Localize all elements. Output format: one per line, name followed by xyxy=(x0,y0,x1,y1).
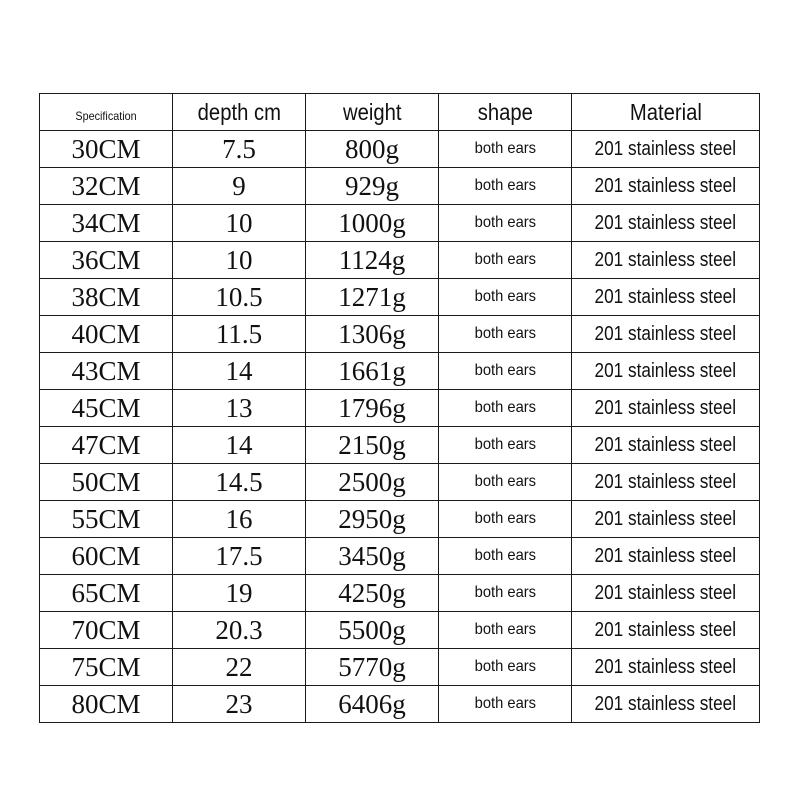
shape-cell-text: both ears xyxy=(474,399,536,416)
specification-cell-text: 50CM xyxy=(71,466,141,497)
material-cell-text: 201 stainless steel xyxy=(594,396,737,419)
depth-cell xyxy=(173,390,306,427)
shape-cell xyxy=(439,464,572,501)
shape-cell xyxy=(439,390,572,427)
material-cell xyxy=(572,575,760,612)
material-cell-text: 201 stainless steel xyxy=(594,433,737,456)
material-cell-text: 201 stainless steel xyxy=(594,285,737,308)
table-row xyxy=(40,279,760,316)
weight-cell-text: 1796g xyxy=(338,392,406,423)
depth-cell-text: 10 xyxy=(225,207,253,238)
table-row xyxy=(40,353,760,390)
material-cell xyxy=(572,464,760,501)
specification-cell xyxy=(40,168,173,205)
shape-cell xyxy=(439,168,572,205)
table-row xyxy=(40,575,760,612)
material-cell xyxy=(572,242,760,279)
header-weight xyxy=(306,94,439,131)
material-cell xyxy=(572,649,760,686)
material-cell-text: 201 stainless steel xyxy=(594,544,737,567)
depth-cell xyxy=(173,538,306,575)
header-shape xyxy=(439,94,572,131)
depth-cell-text: 10 xyxy=(225,244,253,275)
material-cell-text: 201 stainless steel xyxy=(594,581,737,604)
material-cell-text: 201 stainless steel xyxy=(594,174,737,197)
specification-cell-text: 36CM xyxy=(71,244,141,275)
specification-cell xyxy=(40,686,173,723)
depth-cell xyxy=(173,168,306,205)
weight-cell-text: 5500g xyxy=(338,614,406,645)
table-row xyxy=(40,316,760,353)
depth-cell-text: 7.5 xyxy=(222,133,256,164)
depth-cell-text: 23 xyxy=(225,688,253,719)
material-cell xyxy=(572,205,760,242)
weight-cell-text: 929g xyxy=(345,170,399,201)
shape-cell xyxy=(439,205,572,242)
shape-cell-text: both ears xyxy=(474,584,536,601)
shape-cell xyxy=(439,575,572,612)
material-cell xyxy=(572,686,760,723)
specification-cell xyxy=(40,538,173,575)
table-row xyxy=(40,464,760,501)
specification-cell-text: 80CM xyxy=(71,688,141,719)
depth-cell xyxy=(173,464,306,501)
material-cell xyxy=(572,279,760,316)
table-row xyxy=(40,427,760,464)
table-row xyxy=(40,131,760,168)
weight-cell-text: 3450g xyxy=(338,540,406,571)
material-cell-text: 201 stainless steel xyxy=(594,655,737,678)
weight-cell xyxy=(306,686,439,723)
shape-cell-text: both ears xyxy=(474,362,536,379)
depth-cell-text: 14 xyxy=(225,429,253,460)
material-cell xyxy=(572,168,760,205)
shape-cell-text: both ears xyxy=(474,288,536,305)
shape-cell xyxy=(439,538,572,575)
shape-cell xyxy=(439,242,572,279)
table-row xyxy=(40,649,760,686)
weight-cell xyxy=(306,649,439,686)
depth-cell xyxy=(173,316,306,353)
weight-cell-text: 1000g xyxy=(338,207,406,238)
table-row xyxy=(40,242,760,279)
table-row xyxy=(40,205,760,242)
weight-cell xyxy=(306,427,439,464)
depth-cell xyxy=(173,575,306,612)
specification-cell-text: 40CM xyxy=(71,318,141,349)
depth-cell xyxy=(173,501,306,538)
depth-cell-text: 10.5 xyxy=(215,281,263,312)
weight-cell xyxy=(306,279,439,316)
table-row xyxy=(40,501,760,538)
specification-cell xyxy=(40,242,173,279)
depth-cell-text: 11.5 xyxy=(215,318,263,349)
weight-cell-text: 2950g xyxy=(338,503,406,534)
header-specification xyxy=(40,94,173,131)
weight-cell-text: 800g xyxy=(345,133,399,164)
table-row xyxy=(40,390,760,427)
specification-cell-text: 75CM xyxy=(71,651,141,682)
specification-cell xyxy=(40,279,173,316)
header-label: shape xyxy=(477,98,533,125)
weight-cell xyxy=(306,205,439,242)
specification-cell-text: 34CM xyxy=(71,207,141,238)
shape-cell xyxy=(439,501,572,538)
header-label: Material xyxy=(629,98,702,125)
depth-cell-text: 16 xyxy=(225,503,253,534)
shape-cell-text: both ears xyxy=(474,695,536,712)
material-cell xyxy=(572,131,760,168)
material-cell xyxy=(572,427,760,464)
shape-cell-text: both ears xyxy=(474,621,536,638)
depth-cell-text: 22 xyxy=(225,651,253,682)
header-label: depth cm xyxy=(197,98,281,125)
shape-cell xyxy=(439,612,572,649)
specification-cell-text: 32CM xyxy=(71,170,141,201)
shape-cell xyxy=(439,353,572,390)
weight-cell xyxy=(306,612,439,649)
specification-cell xyxy=(40,649,173,686)
material-cell-text: 201 stainless steel xyxy=(594,470,737,493)
depth-cell xyxy=(173,279,306,316)
specification-cell xyxy=(40,501,173,538)
specification-table xyxy=(39,93,760,723)
specification-cell xyxy=(40,205,173,242)
shape-cell xyxy=(439,279,572,316)
specification-cell-text: 45CM xyxy=(71,392,141,423)
header-material xyxy=(572,94,760,131)
specification-cell xyxy=(40,612,173,649)
weight-cell xyxy=(306,353,439,390)
specification-cell xyxy=(40,131,173,168)
specification-cell xyxy=(40,390,173,427)
weight-cell-text: 1271g xyxy=(338,281,406,312)
material-cell xyxy=(572,390,760,427)
depth-cell xyxy=(173,427,306,464)
material-cell-text: 201 stainless steel xyxy=(594,137,737,160)
header-depth xyxy=(173,94,306,131)
depth-cell xyxy=(173,686,306,723)
specification-cell-text: 65CM xyxy=(71,577,141,608)
shape-cell-text: both ears xyxy=(474,658,536,675)
shape-cell-text: both ears xyxy=(474,214,536,231)
specification-cell xyxy=(40,464,173,501)
specification-cell-text: 30CM xyxy=(71,133,141,164)
weight-cell-text: 1124g xyxy=(338,244,406,275)
specification-cell-text: 60CM xyxy=(71,540,141,571)
specification-cell-text: 70CM xyxy=(71,614,141,645)
shape-cell xyxy=(439,131,572,168)
depth-cell-text: 14 xyxy=(225,355,253,386)
material-cell xyxy=(572,538,760,575)
depth-cell xyxy=(173,649,306,686)
shape-cell-text: both ears xyxy=(474,325,536,342)
depth-cell-text: 20.3 xyxy=(215,614,263,645)
depth-cell xyxy=(173,205,306,242)
table-row xyxy=(40,612,760,649)
depth-cell xyxy=(173,612,306,649)
weight-cell-text: 6406g xyxy=(338,688,406,719)
specification-cell-text: 38CM xyxy=(71,281,141,312)
weight-cell-text: 1661g xyxy=(338,355,406,386)
shape-cell-text: both ears xyxy=(474,251,536,268)
depth-cell-text: 9 xyxy=(232,170,246,201)
depth-cell xyxy=(173,242,306,279)
material-cell xyxy=(572,353,760,390)
weight-cell-text: 4250g xyxy=(338,577,406,608)
weight-cell-text: 2150g xyxy=(338,429,406,460)
specification-cell xyxy=(40,575,173,612)
material-cell-text: 201 stainless steel xyxy=(594,322,737,345)
header-row xyxy=(40,94,760,131)
depth-cell-text: 19 xyxy=(225,577,253,608)
weight-cell xyxy=(306,538,439,575)
weight-cell xyxy=(306,168,439,205)
table-body xyxy=(40,131,760,723)
depth-cell-text: 17.5 xyxy=(215,540,263,571)
shape-cell-text: both ears xyxy=(474,547,536,564)
weight-cell-text: 1306g xyxy=(338,318,406,349)
weight-cell xyxy=(306,242,439,279)
weight-cell-text: 2500g xyxy=(338,466,406,497)
weight-cell xyxy=(306,464,439,501)
shape-cell xyxy=(439,427,572,464)
specification-cell-text: 47CM xyxy=(71,429,141,460)
depth-cell xyxy=(173,131,306,168)
shape-cell xyxy=(439,649,572,686)
material-cell xyxy=(572,501,760,538)
depth-cell xyxy=(173,353,306,390)
table-row xyxy=(40,686,760,723)
shape-cell-text: both ears xyxy=(474,177,536,194)
weight-cell xyxy=(306,501,439,538)
weight-cell xyxy=(306,390,439,427)
specification-cell-text: 55CM xyxy=(71,503,141,534)
material-cell xyxy=(572,612,760,649)
specification-cell xyxy=(40,316,173,353)
specification-cell xyxy=(40,353,173,390)
weight-cell xyxy=(306,316,439,353)
table-row xyxy=(40,168,760,205)
shape-cell-text: both ears xyxy=(474,473,536,490)
shape-cell xyxy=(439,686,572,723)
header-label: weight xyxy=(342,98,402,125)
material-cell-text: 201 stainless steel xyxy=(594,692,737,715)
shape-cell xyxy=(439,316,572,353)
material-cell-text: 201 stainless steel xyxy=(594,248,737,271)
weight-cell xyxy=(306,575,439,612)
shape-cell-text: both ears xyxy=(474,140,536,157)
specification-cell-text: 43CM xyxy=(71,355,141,386)
depth-cell-text: 13 xyxy=(225,392,253,423)
material-cell-text: 201 stainless steel xyxy=(594,211,737,234)
material-cell-text: 201 stainless steel xyxy=(594,618,737,641)
material-cell-text: 201 stainless steel xyxy=(594,507,737,530)
weight-cell xyxy=(306,131,439,168)
table-row xyxy=(40,538,760,575)
depth-cell-text: 14.5 xyxy=(215,466,263,497)
material-cell-text: 201 stainless steel xyxy=(594,359,737,382)
material-cell xyxy=(572,316,760,353)
shape-cell-text: both ears xyxy=(474,510,536,527)
shape-cell-text: both ears xyxy=(474,436,536,453)
specification-cell xyxy=(40,427,173,464)
weight-cell-text: 5770g xyxy=(338,651,406,682)
header-label: Specification xyxy=(75,108,137,123)
